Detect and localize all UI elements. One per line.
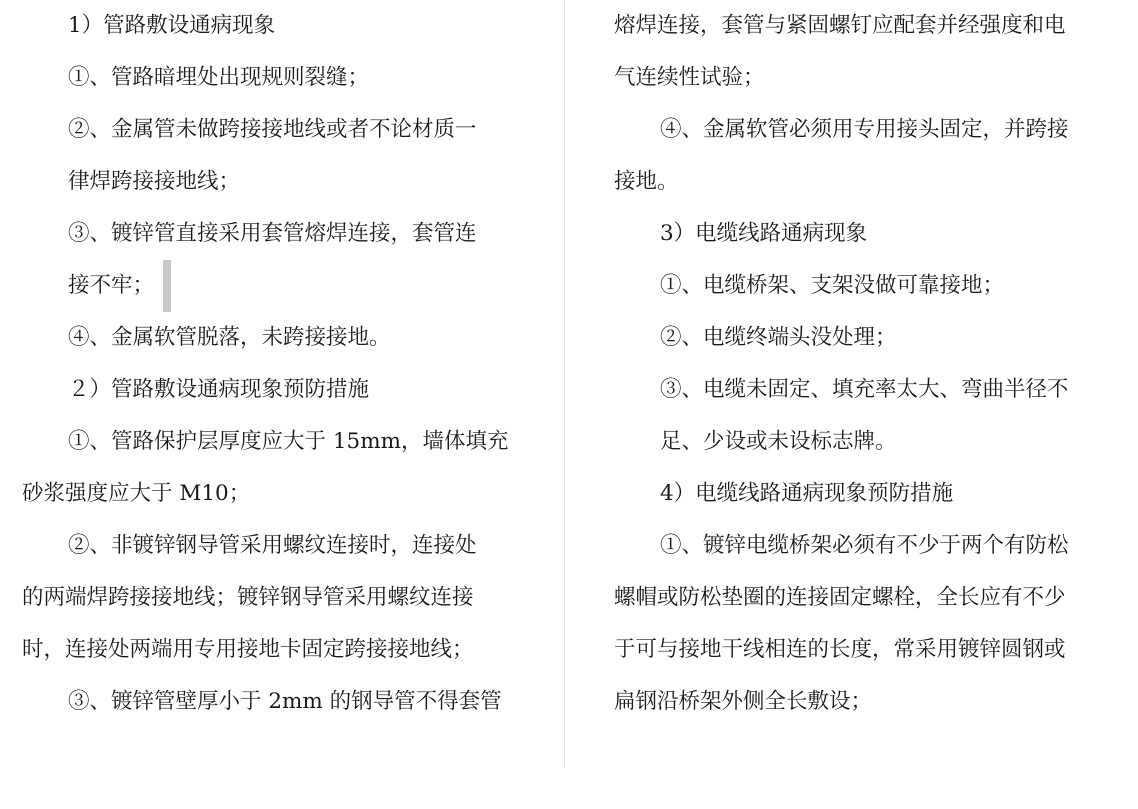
heading-cable-prevention: 4）电缆线路通病现象预防措施 [660,481,954,506]
heading-pipe-defects: 1）管路敷设通病现象 [68,13,276,38]
paragraph-line: ②、金属管未做跨接接地线或者不论材质一 [68,117,477,142]
paragraph-line: ④、金属软管必须用专用接头固定，并跨接 [660,117,1069,142]
paragraph-line: 时，连接处两端用专用接地卡固定跨接接地线； [22,637,474,662]
heading-pipe-prevention: ２）管路敷设通病现象预防措施 [68,377,370,402]
right-column [614,0,1114,809]
paragraph-line: 螺帽或防松垫圈的连接固定螺栓，全长应有不少 [614,585,1066,610]
column-divider [564,0,565,768]
heading-cable-defects: 3）电缆线路通病现象 [660,221,868,246]
paragraph-line: ①、镀锌电缆桥架必须有不少于两个有防松 [660,533,1069,558]
paragraph-line: 接地。 [614,169,679,194]
paragraph-line: ③、镀锌管直接采用套管熔焊连接，套管连 [68,221,477,246]
paragraph-line: ③、镀锌管壁厚小于 2mm 的钢导管不得套管 [68,689,502,714]
paragraph-line: 律焊跨接接地线； [68,169,241,194]
paragraph-line: 砂浆强度应大于 M10； [22,481,251,506]
paragraph-line: ①、管路保护层厚度应大于 15mm，墙体填充 [68,429,509,454]
paragraph-line: ③、电缆未固定、填充率太大、弯曲半径不 [660,377,1069,402]
paragraph-line: 熔焊连接，套管与紧固螺钉应配套并经强度和电 [614,13,1066,38]
paragraph-line: ①、电缆桥架、支架没做可靠接地； [660,273,1005,298]
paragraph-line: ④、金属软管脱落，未跨接接地。 [68,325,391,350]
text-cursor-highlight [163,260,171,312]
left-column [22,0,522,809]
paragraph-line: ①、管路暗埋处出现规则裂缝； [68,65,370,90]
paragraph-line: 足、少设或未设标志牌。 [660,429,897,454]
paragraph-line: ②、非镀锌钢导管采用螺纹连接时，连接处 [68,533,477,558]
paragraph-line: 的两端焊跨接接地线；镀锌钢导管采用螺纹连接 [22,585,474,610]
paragraph-line: 于可与接地干线相连的长度，常采用镀锌圆钢或 [614,637,1066,662]
paragraph-line: 扁钢沿桥架外侧全长敷设； [614,689,873,714]
paragraph-line: 气连续性试验； [614,65,765,90]
paragraph-line: ②、电缆终端头没处理； [660,325,897,350]
paragraph-line: 接不牢； [68,273,155,298]
